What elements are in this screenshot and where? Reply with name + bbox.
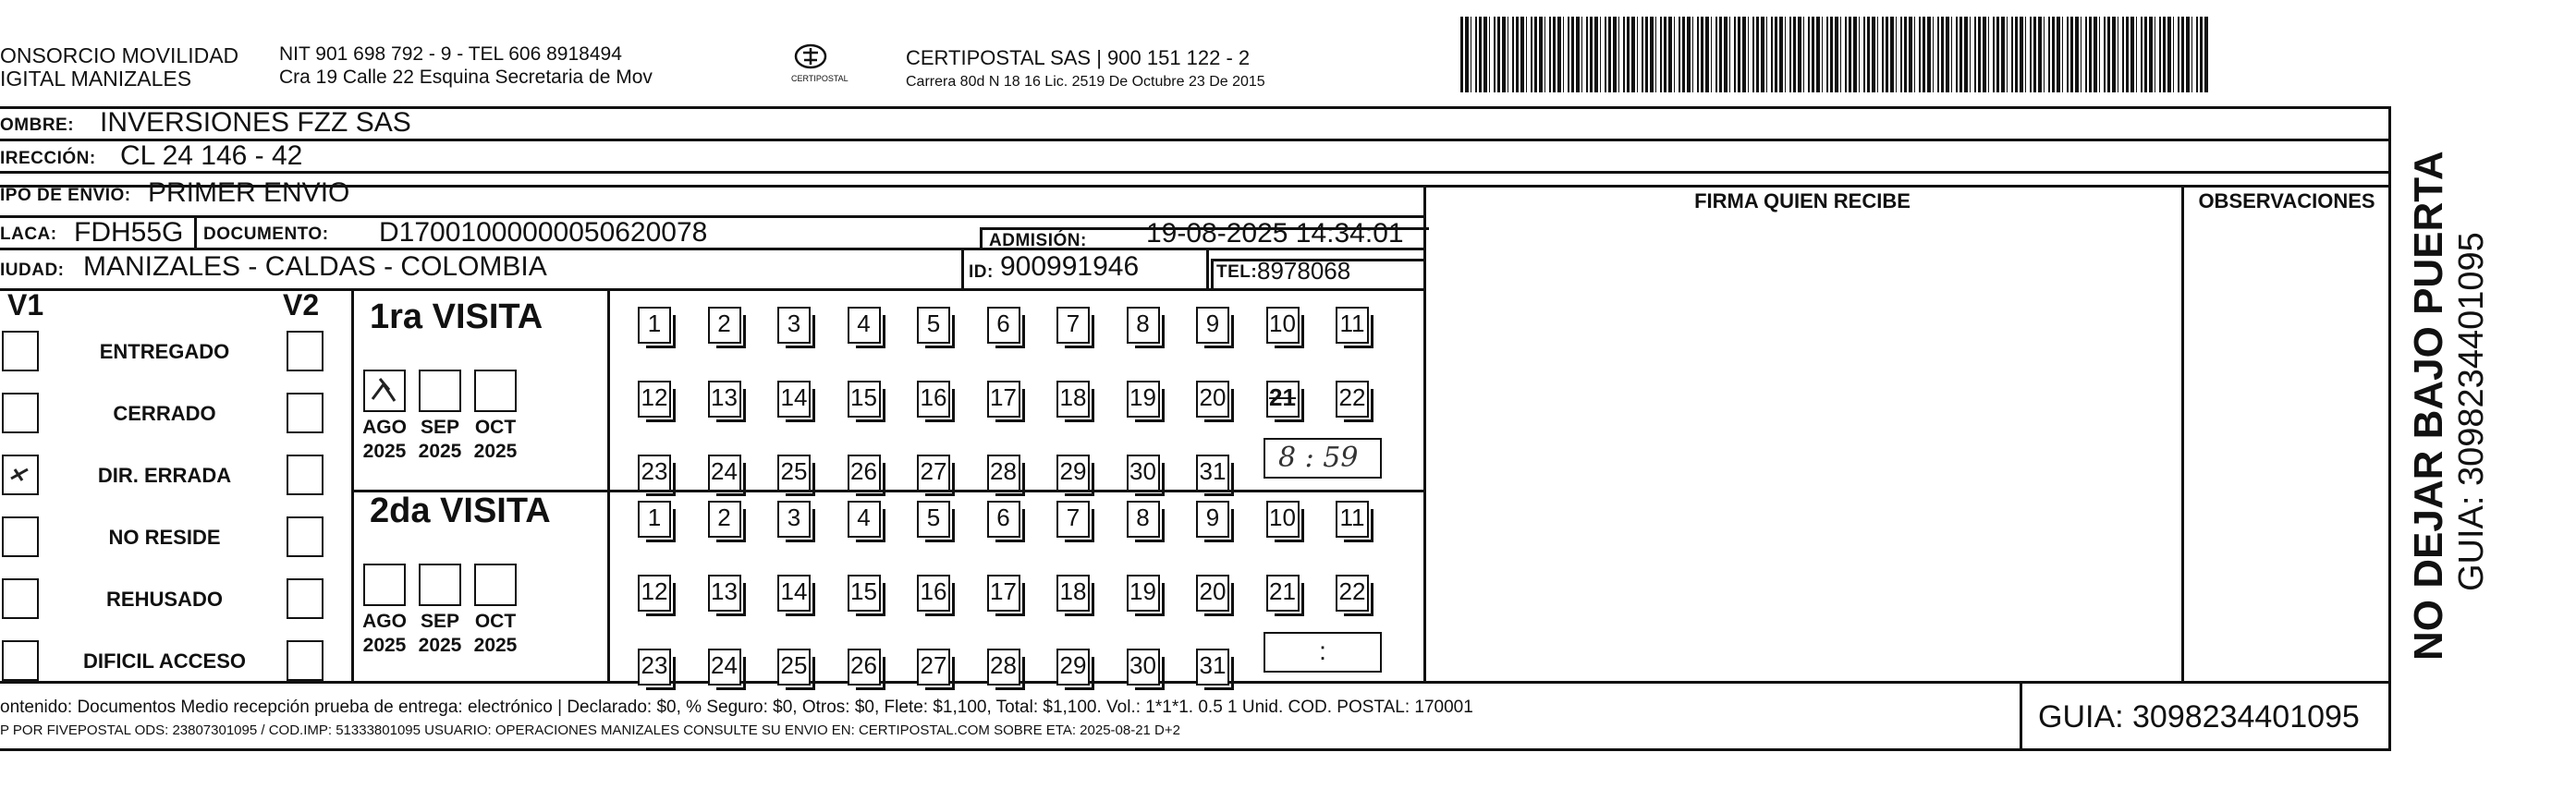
day-box[interactable]: 27 — [917, 649, 950, 686]
direccion-label: IRECCIÓN: — [0, 149, 96, 168]
month-label: AGO — [362, 611, 407, 632]
day-box[interactable]: 21 — [1266, 381, 1300, 418]
day-box[interactable]: 30 — [1127, 649, 1160, 686]
documento-label: DOCUMENTO: — [203, 225, 329, 244]
v1-checkbox[interactable] — [2, 640, 39, 681]
day-box[interactable]: 24 — [708, 455, 741, 492]
status-label: REHUSADO — [106, 588, 223, 611]
day-box[interactable]: 20 — [1196, 575, 1229, 612]
day-box[interactable]: 2 — [708, 307, 741, 344]
observaciones-heading: OBSERVACIONES — [2198, 189, 2375, 212]
day-box[interactable]: 4 — [848, 307, 881, 344]
day-box[interactable]: 15 — [848, 575, 881, 612]
day-box[interactable]: 13 — [708, 381, 741, 418]
day-box[interactable]: 19 — [1127, 575, 1160, 612]
day-box[interactable]: 3 — [777, 501, 811, 538]
v2-checkbox[interactable] — [287, 393, 324, 433]
firma-heading: FIRMA QUIEN RECIBE — [1694, 189, 1911, 212]
v2-heading: V2 — [283, 288, 320, 322]
day-box[interactable]: 23 — [638, 455, 671, 492]
day-box[interactable]: 12 — [638, 381, 671, 418]
day-box[interactable]: 23 — [638, 649, 671, 686]
admision-label: ADMISIÓN: — [989, 231, 1087, 250]
status-label: DIR. ERRADA — [97, 464, 232, 487]
contenido-text: ontenido: Documentos Medio recepción prueba de entrega: electrónico | Declarado: $0, % Seguro: $0, Otros: $0, Flete: $1,100, Total: $1,100. Vol.: 1*1*1. 0.5 1 Unid. COD. POSTAL: 170001 — [0, 698, 1473, 717]
day-box[interactable]: 14 — [777, 575, 811, 612]
v2-checkbox[interactable] — [287, 640, 324, 681]
status-label: ENTREGADO — [99, 340, 230, 363]
second-visit-time-box[interactable] — [1264, 632, 1382, 673]
day-box[interactable]: 15 — [848, 381, 881, 418]
day-box[interactable]: 1 — [638, 307, 671, 344]
day-box[interactable]: 6 — [987, 501, 1020, 538]
day-box[interactable]: 12 — [638, 575, 671, 612]
tipo-envio-value: PRIMER ENVIO — [148, 177, 350, 208]
ciudad-label: IUDAD: — [0, 261, 65, 280]
first-visit-title: 1ra VISITA — [370, 297, 543, 336]
admision-value: 19-08-2025 14:34:01 — [1146, 218, 1404, 249]
day-box[interactable]: 3 — [777, 307, 811, 344]
year-label: 2025 — [473, 441, 518, 462]
tipo-envio-label: IPO DE ENVIO: — [0, 186, 131, 205]
day-box[interactable]: 5 — [917, 307, 950, 344]
year-label: 2025 — [473, 635, 518, 656]
day-box[interactable]: 31 — [1196, 649, 1229, 686]
day-box[interactable]: 18 — [1056, 381, 1090, 418]
day-box[interactable]: 9 — [1196, 307, 1229, 344]
day-box[interactable]: 26 — [848, 649, 881, 686]
day-box[interactable]: 10 — [1266, 307, 1300, 344]
month-checkbox[interactable] — [363, 564, 406, 606]
day-box[interactable]: 17 — [987, 381, 1020, 418]
nombre-value: INVERSIONES FZZ SAS — [100, 107, 411, 138]
day-box[interactable]: 16 — [917, 575, 950, 612]
month-label: SEP — [420, 611, 460, 632]
footer-guia: GUIA: 3098234401095 — [2038, 699, 2360, 734]
month-checkbox[interactable] — [474, 370, 517, 412]
year-label: 2025 — [362, 635, 407, 656]
tel-label: TEL: — [1216, 262, 1258, 282]
month-checkbox[interactable] — [363, 370, 406, 412]
day-box[interactable]: 1 — [638, 501, 671, 538]
v1-heading: V1 — [7, 288, 44, 322]
day-box[interactable]: 13 — [708, 575, 741, 612]
month-checkbox[interactable] — [419, 564, 461, 606]
v1-checkbox[interactable] — [2, 455, 39, 495]
ciudad-value: MANIZALES - CALDAS - COLOMBIA — [83, 251, 547, 282]
month-label: OCT — [474, 611, 517, 632]
day-box[interactable]: 27 — [917, 455, 950, 492]
carrier-name: CERTIPOSTAL SAS | 900 151 122 - 2 — [906, 46, 1251, 69]
status-label: DIFICIL ACCESO — [82, 649, 246, 673]
day-box[interactable]: 7 — [1056, 501, 1090, 538]
id-label: ID: — [969, 262, 994, 282]
v1-checkbox[interactable] — [2, 578, 39, 619]
month-label: AGO — [362, 417, 407, 438]
day-box[interactable]: 18 — [1056, 575, 1090, 612]
day-box[interactable]: 28 — [987, 455, 1020, 492]
carrier-address: Carrera 80d N 18 16 Lic. 2519 De Octubre 23 De 2015 — [906, 74, 1265, 90]
no-dejar-bajo-puerta: NO DEJAR BAJO PUERTA — [2406, 151, 2451, 661]
logo-caption: CERTIPOSTAL — [791, 74, 848, 83]
day-box[interactable]: 14 — [777, 381, 811, 418]
day-box[interactable]: 21 — [1266, 575, 1300, 612]
day-box[interactable]: 19 — [1127, 381, 1160, 418]
v2-checkbox[interactable] — [287, 455, 324, 495]
placa-label: LACA: — [0, 225, 57, 244]
day-box[interactable]: 31 — [1196, 455, 1229, 492]
id-value: 900991946 — [1000, 251, 1140, 282]
status-label: NO RESIDE — [108, 526, 221, 549]
day-box[interactable]: 11 — [1336, 307, 1369, 344]
month-label: OCT — [474, 417, 517, 438]
day-box[interactable]: 22 — [1336, 575, 1369, 612]
company-name-line2: IGITAL MANIZALES — [0, 67, 192, 91]
barcode — [1460, 17, 2209, 92]
month-checkbox[interactable] — [474, 564, 517, 606]
year-label: 2025 — [418, 441, 462, 462]
status-label: CERRADO — [113, 402, 216, 425]
v1-checkbox[interactable] — [2, 331, 39, 371]
nombre-label: OMBRE: — [0, 115, 75, 135]
day-box[interactable]: 25 — [777, 455, 811, 492]
month-label: SEP — [420, 417, 460, 438]
company-nit: NIT 901 698 792 - 9 - TEL 606 8918494 — [279, 43, 622, 65]
month-checkbox[interactable] — [419, 370, 461, 412]
day-box[interactable]: 6 — [987, 307, 1020, 344]
day-box[interactable]: 24 — [708, 649, 741, 686]
day-box[interactable]: 16 — [917, 381, 950, 418]
day-box[interactable]: 4 — [848, 501, 881, 538]
day-box[interactable]: 28 — [987, 649, 1020, 686]
day-box[interactable]: 8 — [1127, 307, 1160, 344]
first-visit-time: 8 : 59 — [1278, 442, 1359, 474]
company-name-line1: ONSORCIO MOVILIDAD — [0, 43, 239, 67]
second-visit-time: : — [1319, 637, 1326, 665]
day-box[interactable]: 7 — [1056, 307, 1090, 344]
day-box[interactable]: 20 — [1196, 381, 1229, 418]
ods-text: P POR FIVEPOSTAL ODS: 23807301095 / COD.IMP: 51333801095 USUARIO: OPERACIONES MANIZALES CONSULTE SU ENVIO EN: CERTIPOSTAL.COM SOBRE ETA: 2025-08-21 D+2 — [0, 722, 1180, 738]
day-box[interactable]: 30 — [1127, 455, 1160, 492]
day-box[interactable]: 9 — [1196, 501, 1229, 538]
day-box[interactable]: 5 — [917, 501, 950, 538]
day-box[interactable]: 17 — [987, 575, 1020, 612]
first-visit-time-box[interactable] — [1264, 438, 1382, 479]
day-box[interactable]: 26 — [848, 455, 881, 492]
documento-value: D17001000000050620078 — [379, 217, 708, 248]
company-address: Cra 19 Calle 22 Esquina Secretaria de Mov — [279, 67, 653, 88]
v1-checkbox[interactable] — [2, 516, 39, 557]
v2-checkbox[interactable] — [287, 331, 324, 371]
day-box[interactable]: 29 — [1056, 649, 1090, 686]
side-guia: GUIA: 3098234401095 — [2452, 232, 2491, 591]
day-box[interactable]: 29 — [1056, 455, 1090, 492]
second-visit-title: 2da VISITA — [370, 492, 551, 530]
placa-value: FDH55G — [74, 217, 184, 248]
direccion-value: CL 24 146 - 42 — [120, 140, 303, 171]
v2-checkbox[interactable] — [287, 578, 324, 619]
certipostal-logo-icon — [791, 42, 830, 70]
v2-checkbox[interactable] — [287, 516, 324, 557]
tel-value: 8978068 — [1257, 257, 1351, 285]
day-box[interactable]: 2 — [708, 501, 741, 538]
year-label: 2025 — [362, 441, 407, 462]
day-box[interactable]: 8 — [1127, 501, 1160, 538]
year-label: 2025 — [418, 635, 462, 656]
day-box[interactable]: 11 — [1336, 501, 1369, 538]
v1-checkbox[interactable] — [2, 393, 39, 433]
day-box[interactable]: 22 — [1336, 381, 1369, 418]
day-box[interactable]: 25 — [777, 649, 811, 686]
day-box[interactable]: 10 — [1266, 501, 1300, 538]
